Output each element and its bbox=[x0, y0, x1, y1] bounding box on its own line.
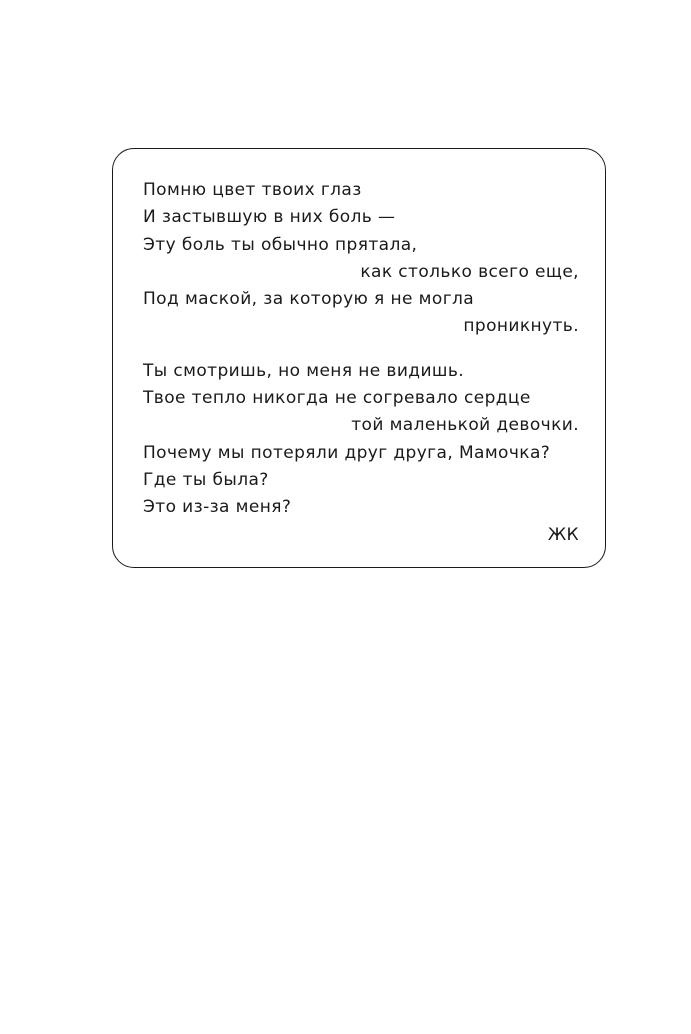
poem-line: Твое тепло никогда не согревало сердце bbox=[143, 388, 531, 409]
stanza-break bbox=[143, 341, 579, 358]
poem-line: Почему мы потеряли друг друга, Мамочка? bbox=[143, 442, 551, 463]
poem-line: Это из-за меня? bbox=[143, 497, 292, 518]
poem-line: Под маской, за которую я не могла bbox=[143, 289, 475, 310]
poem-line: Помню цвет твоих глаз bbox=[143, 180, 362, 200]
poem-frame bbox=[112, 148, 606, 568]
poem-line: той маленькой девочки. bbox=[351, 415, 579, 436]
poem-line: И застывшую в них боль — bbox=[143, 207, 396, 228]
poem-line: проникнуть. bbox=[463, 316, 579, 337]
poem-text bbox=[143, 177, 579, 549]
poem-line: как столько всего еще, bbox=[360, 261, 579, 282]
poem-signature: ЖК bbox=[547, 524, 579, 545]
poem-line: Ты смотришь, но меня не видишь. bbox=[143, 360, 465, 381]
poem-line: Где ты была? bbox=[143, 469, 269, 490]
poem-line: Эту боль ты обычно прятала, bbox=[143, 234, 418, 255]
